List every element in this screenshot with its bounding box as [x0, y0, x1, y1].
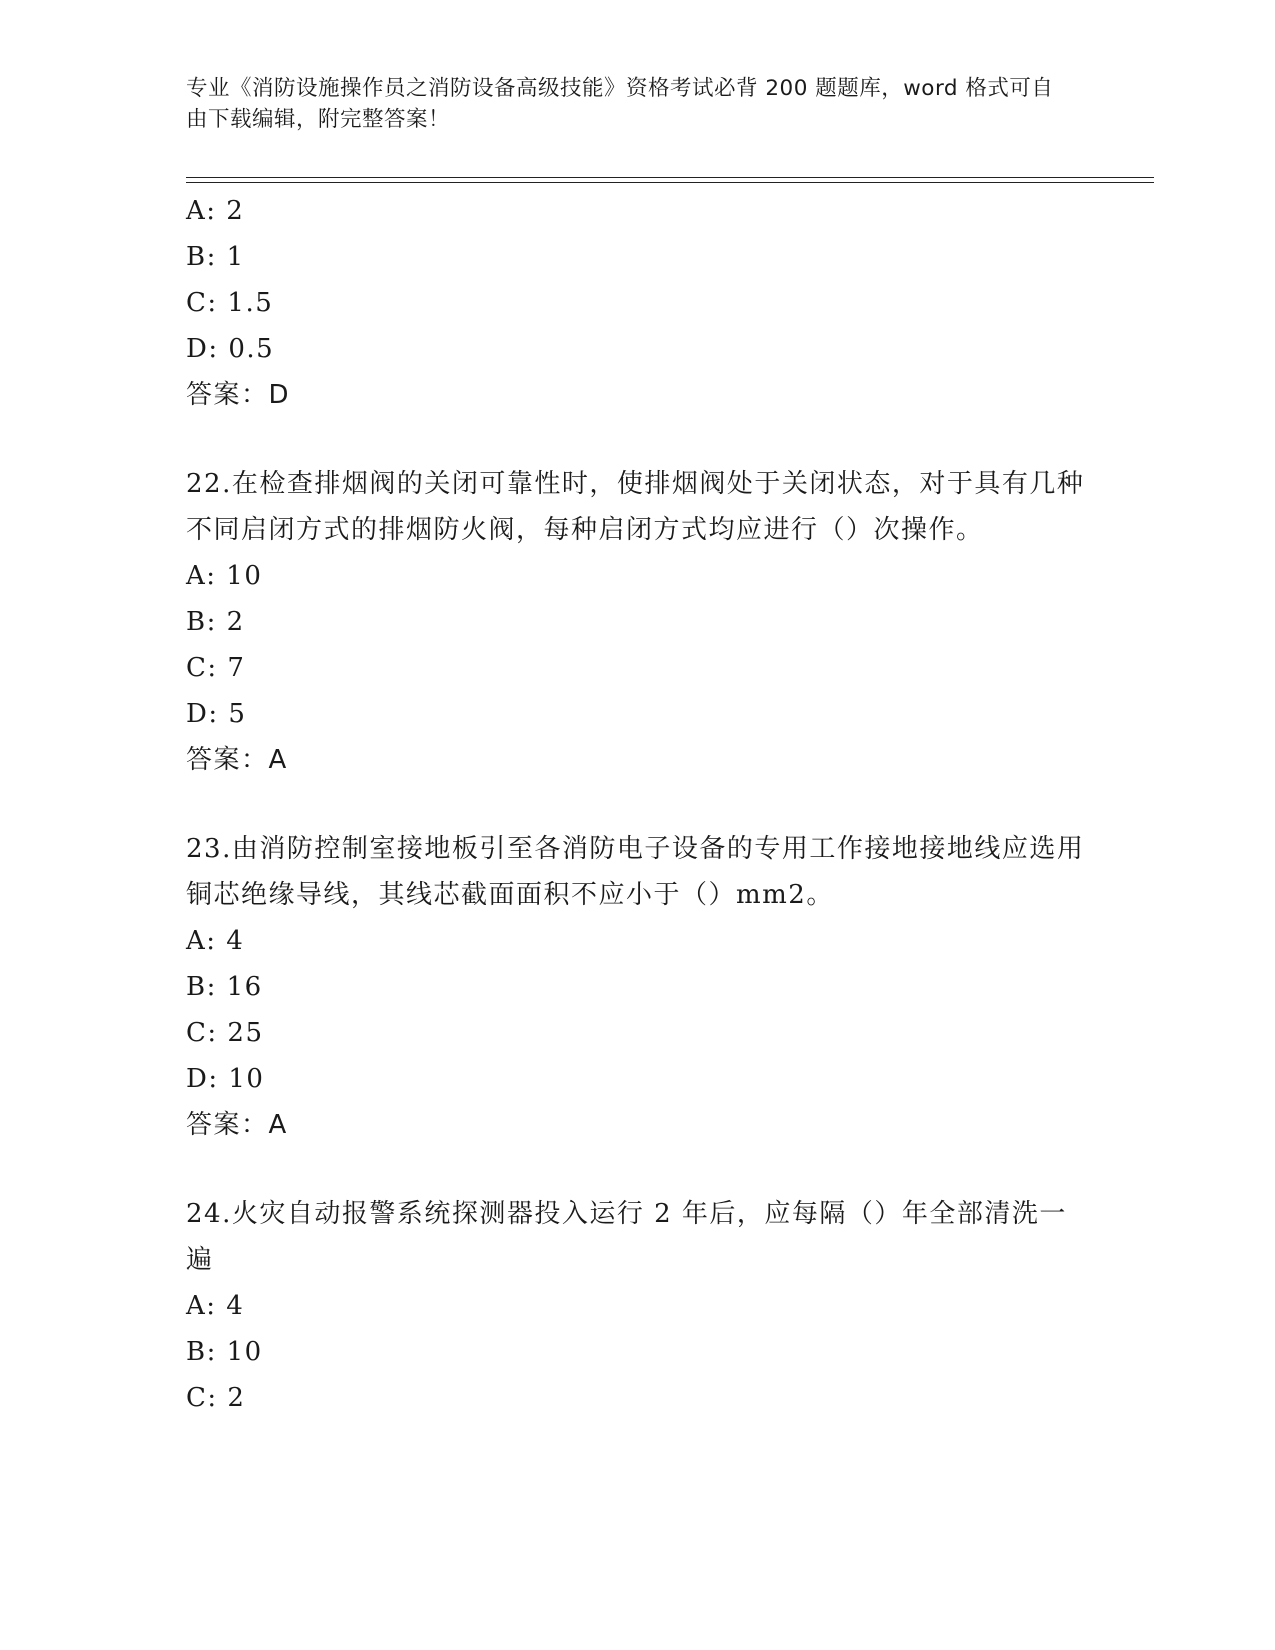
option-c: C: 25: [186, 1018, 264, 1048]
option-b: B: 1: [186, 242, 245, 272]
document-header: 专业《消防设施操作员之消防设备高级技能》资格考试必背 200 题题库，word 格式可自由下载编辑，附完整答案！: [186, 76, 1054, 132]
option-c: C: 2: [186, 1383, 246, 1413]
header-divider-top: [186, 177, 1154, 178]
question-content: [186, 188, 1086, 1421]
option-c: C: 1.5: [186, 288, 274, 318]
option-a: A: 10: [186, 561, 263, 591]
option-a: A: 4: [186, 1291, 245, 1321]
option-a: A: 2: [186, 196, 245, 226]
question-text: 22.在检查排烟阀的关闭可靠性时，使排烟阀处于关闭状态，对于具有几种不同启闭方式的排烟防火阀，每种启闭方式均应进行（）次操作。: [186, 469, 1085, 545]
option-d: D: 5: [186, 699, 247, 729]
option-d: D: 10: [186, 1064, 265, 1094]
option-b: B: 16: [186, 972, 263, 1002]
question-block-23: [186, 826, 1086, 1148]
option-c: C: 7: [186, 653, 246, 683]
option-b: B: 2: [186, 607, 245, 637]
answer-line: 答案：A: [186, 745, 288, 775]
answer-line: 答案：D: [186, 380, 291, 410]
option-b: B: 10: [186, 1337, 263, 1367]
answer-line: 答案：A: [186, 1110, 288, 1140]
question-text: 23.由消防控制室接地板引至各消防电子设备的专用工作接地接地线应选用铜芯绝缘导线，其线芯截面面积不应小于（）mm2。: [186, 834, 1085, 910]
question-block-22: [186, 461, 1086, 783]
header-divider-bottom: [186, 182, 1154, 183]
question-text: 24.火灾自动报警系统探测器投入运行 2 年后，应每隔（）年全部清洗一遍: [186, 1199, 1067, 1275]
option-a: A: 4: [186, 926, 245, 956]
option-d: D: 0.5: [186, 334, 275, 364]
prev-question-block: [186, 188, 1086, 418]
question-block-24: [186, 1191, 1086, 1421]
